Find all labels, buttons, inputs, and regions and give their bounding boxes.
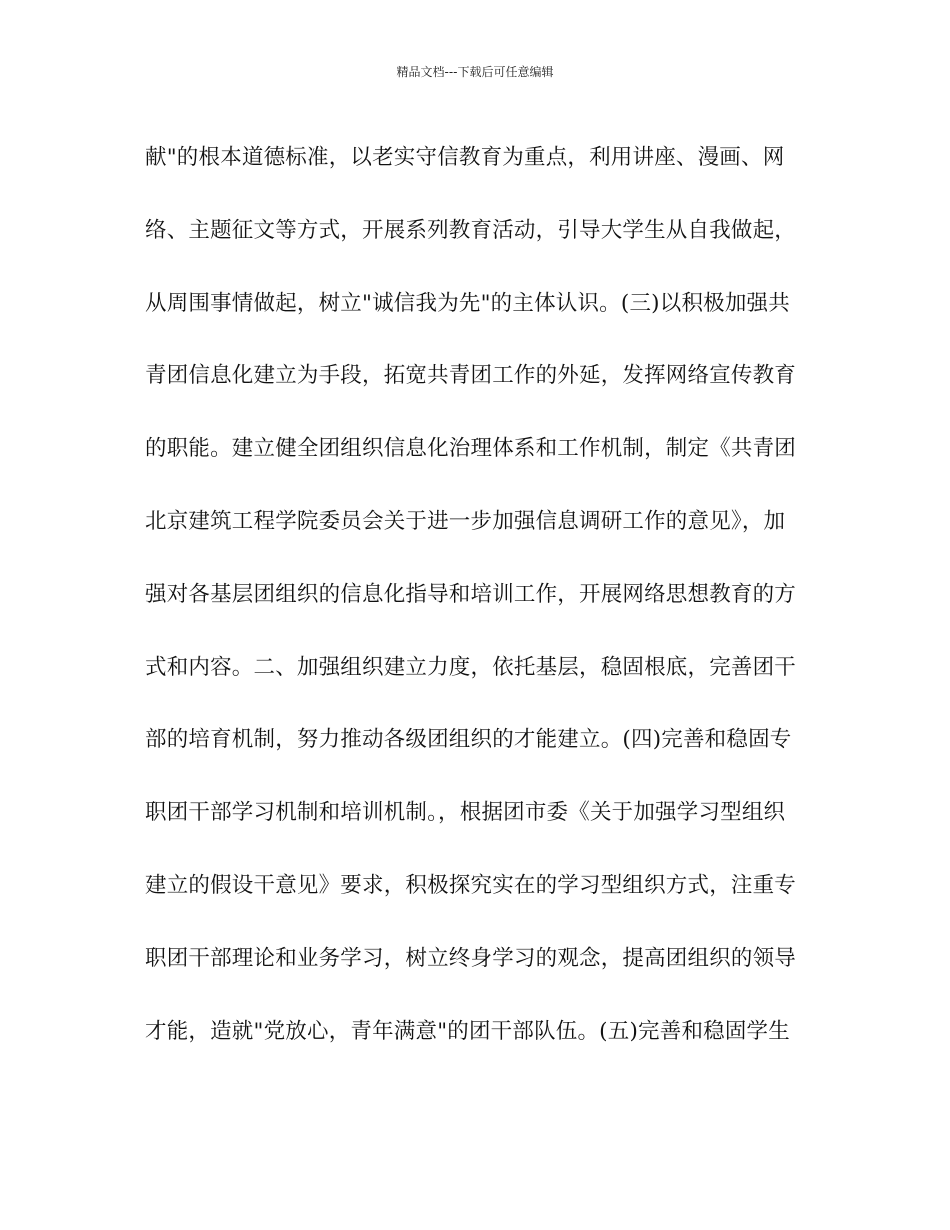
body-line: 北京建筑工程学院委员会关于进一步加强信息调研工作的意见》，加 [145, 508, 786, 534]
body-line: 才能，造就"党放心，青年满意"的团干部队伍。(五)完善和稳固学生 [145, 1018, 790, 1044]
body-line: 职团干部学习机制和培训机制。，根据团市委《关于加强学习型组织 [145, 800, 786, 826]
page-header: 精品文档---下载后可任意编辑 [396, 65, 554, 79]
body-line: 建立的假设干意见》要求，积极探究实在的学习型组织方式，注重专 [145, 872, 797, 898]
body-line: 强对各基层团组织的信息化指导和培训工作，开展网络思想教育的方 [145, 581, 797, 607]
body-line: 职团干部理论和业务学习，树立终身学习的观念，提高团组织的领导 [145, 945, 797, 971]
body-line: 络、主题征文等方式，开展系列教育活动，引导大学生从自我做起， [145, 217, 797, 243]
body-line: 从周围事情做起，树立"诚信我为先"的主体认识。(三)以积极加强共 [145, 290, 790, 316]
body-line: 青团信息化建立为手段，拓宽共青团工作的外延，发挥网络宣传教育 [145, 363, 797, 389]
body-line: 的职能。建立健全团组织信息化治理体系和工作机制，制定《共青团 [145, 436, 797, 462]
body-line: 式和内容。二、加强组织建立力度，依托基层，稳固根底，完善团干 [145, 654, 797, 680]
body-line: 部的培育机制，努力推动各级团组织的才能建立。(四)完善和稳固专 [145, 727, 792, 753]
document-body [145, 134, 810, 1080]
body-line: 献"的根本道德标准，以老实守信教育为重点，利用讲座、漫画、网 [145, 145, 785, 170]
